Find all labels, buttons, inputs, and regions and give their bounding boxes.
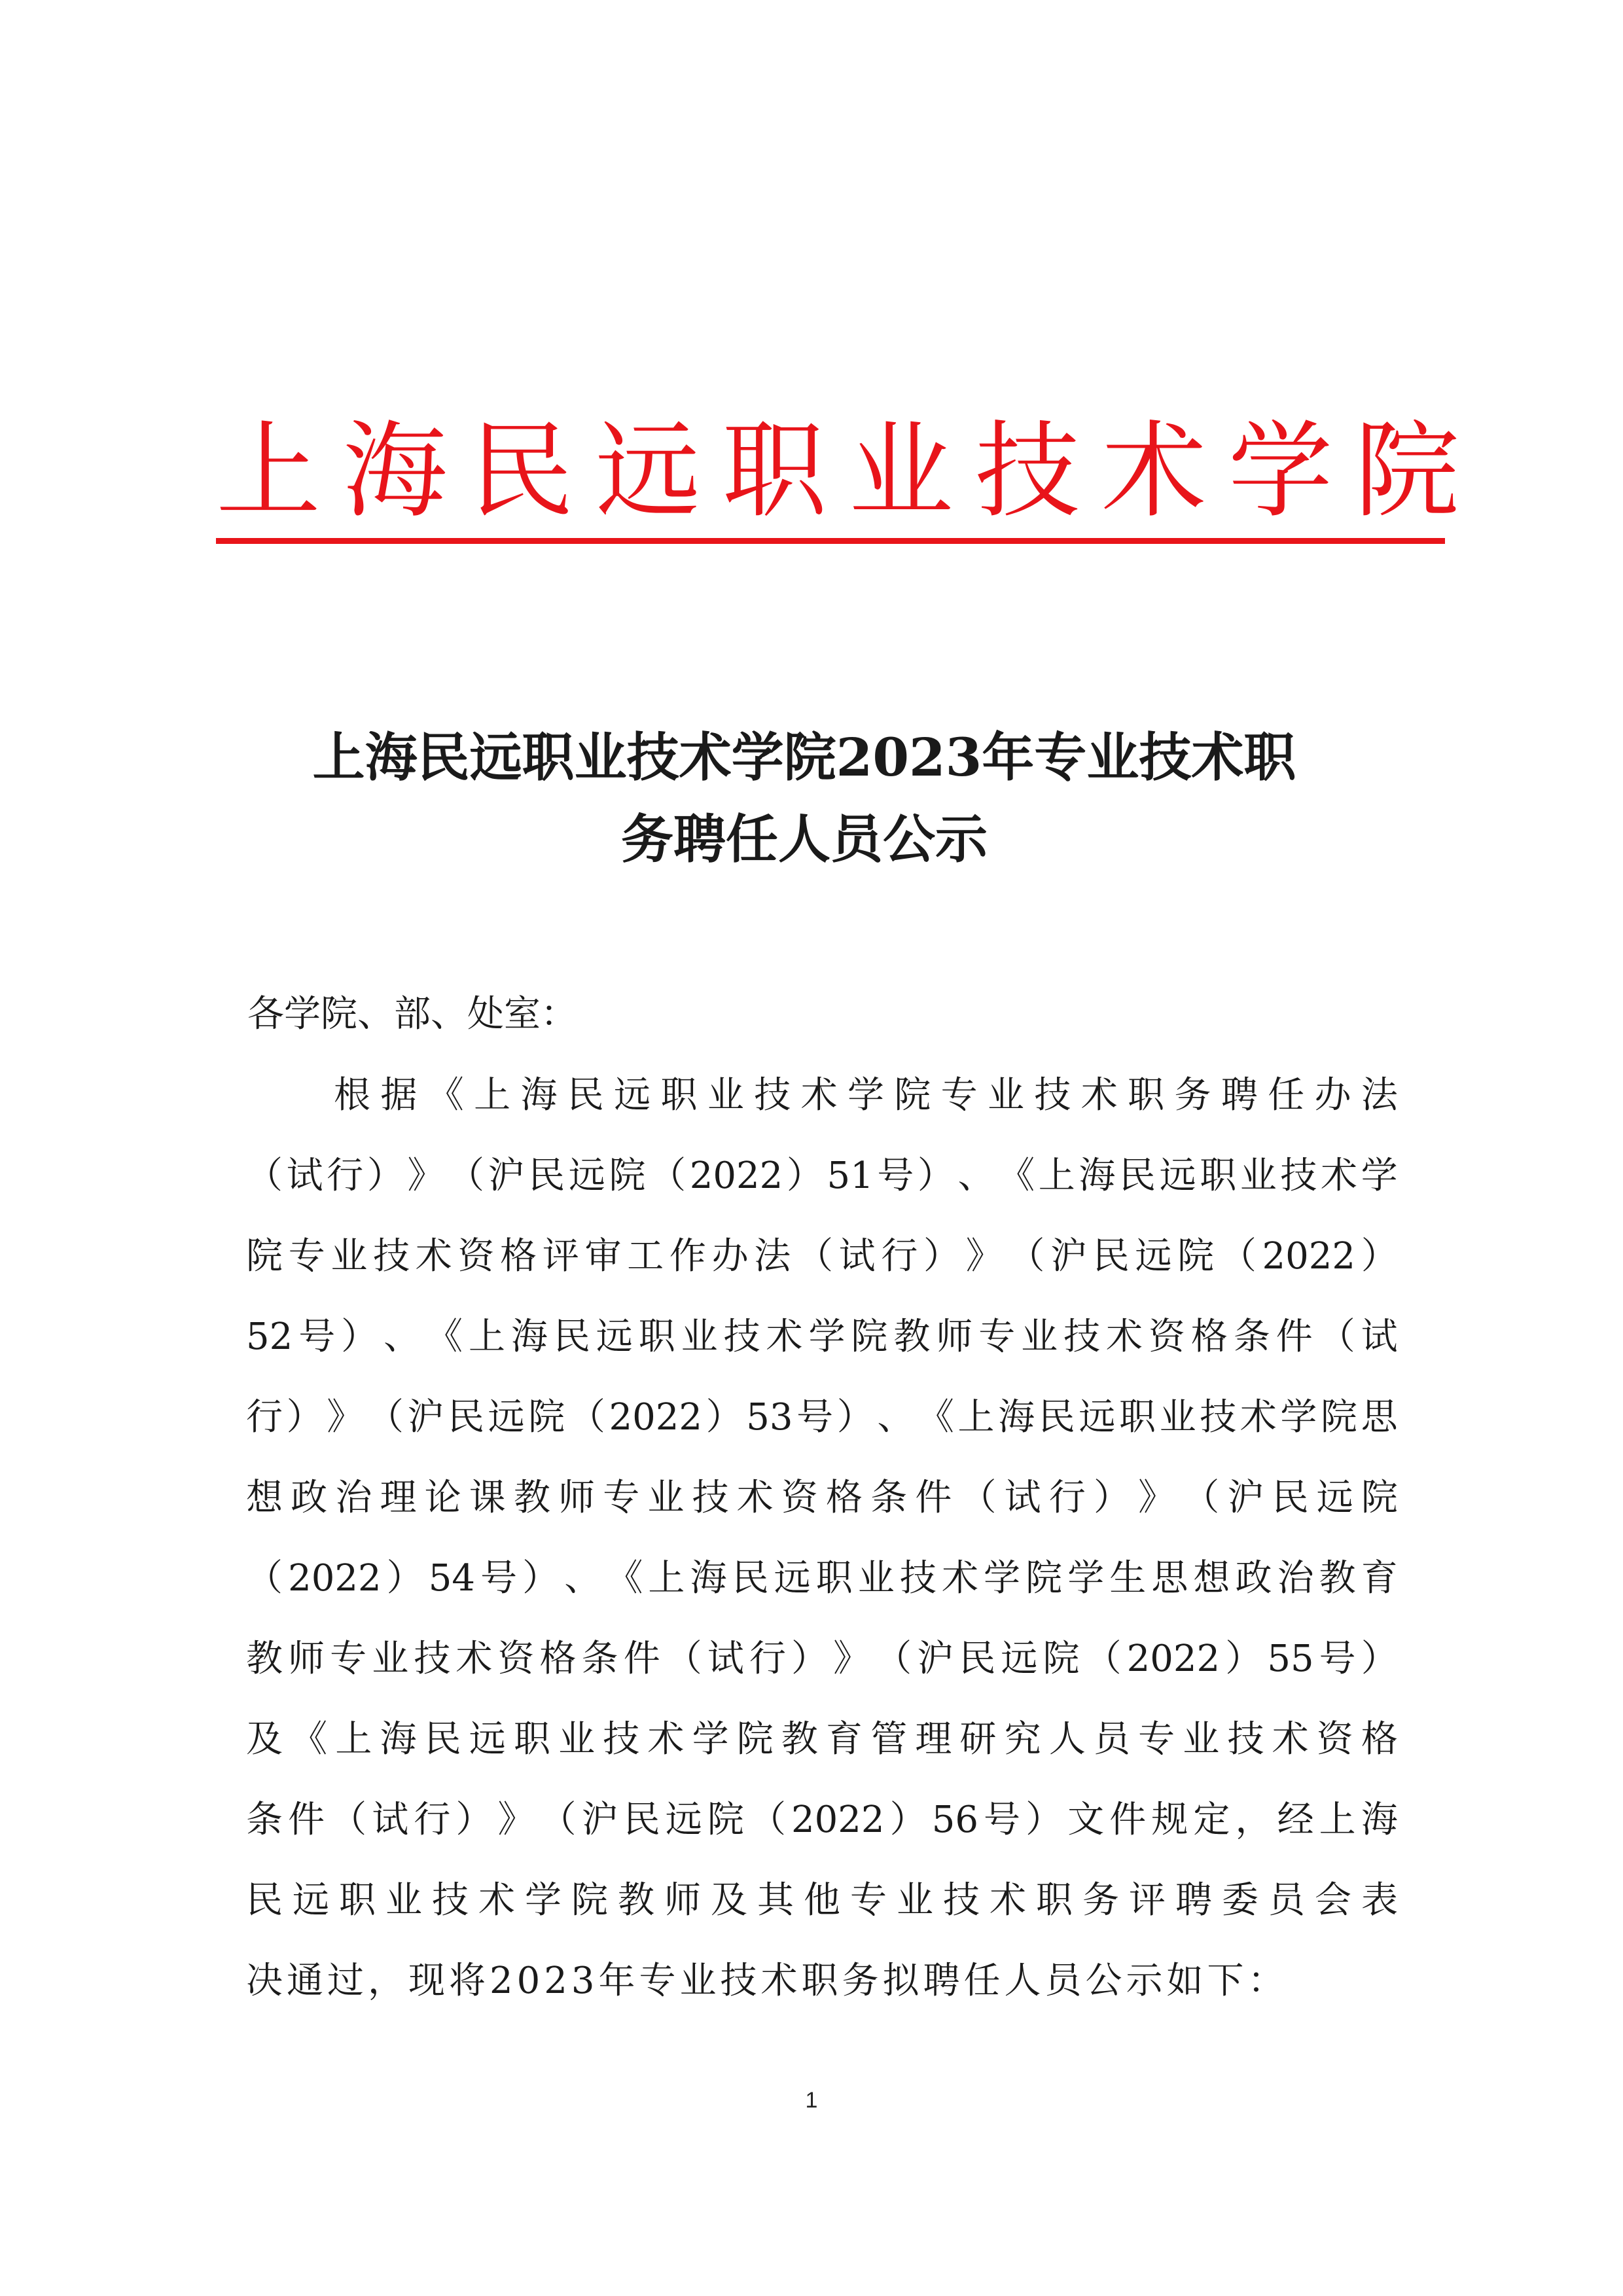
letterhead-red-rule	[216, 538, 1445, 544]
body-line: 院 专 业 技 术 资 格 评 审 工 作 办 法 （ 试 行 ） 》 （ 沪 民 远 院 （ 2022 ）	[246, 1235, 1398, 1278]
body-line: （ 2022 ） 54 号 ） 、 《 上 海 民 远 职 业 技 术 学 院 学 生 思 想 政 治 教 育	[246, 1557, 1398, 1600]
body-line: 决通过，现将2023年专业技术职务拟聘任人员公示如下：	[246, 1960, 1289, 2002]
document-title	[216, 717, 1393, 880]
body-paragraph	[246, 1055, 1398, 2021]
body-line: 根 据 《 上 海 民 远 职 业 技 术 学 院 专 业 技 术 职 务 聘 任 办 法	[334, 1074, 1398, 1117]
salutation: 各学院、部、处室：	[247, 993, 577, 1035]
body-line: 想 政 治 理 论 课 教 师 专 业 技 术 资 格 条 件 （ 试 行 ） 》 （ 沪 民 远 院	[246, 1477, 1398, 1519]
body-line: 民 远 职 业 技 术 学 院 教 师 及 其 他 专 业 技 术 职 务 评 聘 委 员 会 表	[246, 1879, 1398, 1922]
body-line: 行 ） 》 （ 沪 民 远 院 （ 2022 ） 53 号 ） 、 《 上 海 民 远 职 业 技 术 学 院 思	[246, 1396, 1398, 1439]
page-number: 1	[805, 2088, 818, 2113]
document-title-line-2: 务聘任人员公示	[621, 808, 988, 870]
body-line: 及 《 上 海 民 远 职 业 技 术 学 院 教 育 管 理 研 究 人 员 专 业 技 术 资 格	[246, 1718, 1398, 1761]
document-title-line-1: 上海民远职业技术学院2023年专业技术职	[312, 726, 1296, 788]
body-line: （ 试 行 ） 》 （ 沪 民 远 院 （ 2022 ） 51 号 ） 、 《 上 海 民 远 职 业 技 术 学	[246, 1155, 1398, 1197]
body-line: 教 师 专 业 技 术 资 格 条 件 （ 试 行 ） 》 （ 沪 民 远 院 （ 2022 ） 55 号 ）	[246, 1638, 1398, 1680]
letterhead-title: 上 海 民 远 职 业 技 术 学 院	[216, 410, 1459, 532]
body-line: 52 号 ） 、 《 上 海 民 远 职 业 技 术 学 院 教 师 专 业 技 术 资 格 条 件 （ 试	[246, 1316, 1398, 1358]
body-line: 条 件 （ 试 行 ） 》 （ 沪 民 远 院 （ 2022 ） 56 号 ） 文 件 规 定 ， 经 上 海	[246, 1799, 1398, 1841]
